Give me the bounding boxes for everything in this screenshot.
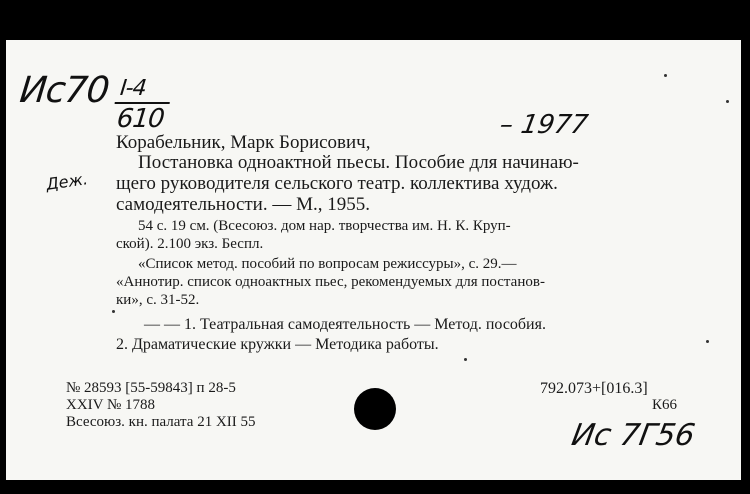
description-line-4: «Аннотир. список одноактных пьес, рекомендуемых для постанов- [116, 274, 545, 290]
description-line-3: «Список метод. пособий по вопросам режиссуры», с. 29.— [138, 256, 517, 272]
subject-line-1: — — 1. Театральная самодеятельность — Метод. пособия. [144, 316, 546, 333]
year-note-handwritten: – 1977 [497, 110, 591, 140]
inventory-note-handwritten: Ис 7Г56 [568, 418, 698, 453]
cutter-mark: К66 [652, 397, 678, 413]
scan-border-bottom [0, 480, 750, 494]
title-line-1: Постановка одноактной пьесы. Пособие для начинаю- [138, 152, 579, 173]
subject-line-2: 2. Драматические кружки — Методика работы. [116, 336, 439, 353]
catalog-card [6, 40, 741, 480]
udc-code: 792.073+[016.3] [540, 380, 648, 397]
series-number: XXIV № 1788 [66, 397, 156, 413]
speck [464, 358, 467, 361]
scan-border-right [741, 0, 750, 494]
shelfmark-main: Ис70 [17, 70, 111, 111]
shelfmark-handwritten [17, 70, 166, 134]
speck [664, 74, 667, 77]
title-line-2: щего руководителя сельского театр. коллектива худож. [116, 173, 558, 194]
shelfmark-fraction [112, 78, 172, 132]
description-line-2: ской). 2.100 экз. Беспл. [116, 236, 264, 252]
speck [112, 310, 115, 313]
description-line-5: ки», с. 31-52. [116, 292, 200, 308]
record-number: № 28593 [55-59843] п 28-5 [66, 380, 236, 396]
shelfmark-numerator: I-4 [115, 78, 172, 104]
shelfmark-denominator: 610 [115, 104, 166, 134]
punch-hole [354, 388, 396, 430]
chamber-stamp: Всесоюз. кн. палата 21 XII 55 [66, 414, 256, 430]
margin-note-handwritten: Деж. [44, 169, 89, 194]
scan-border-top [0, 0, 750, 40]
speck [726, 100, 729, 103]
speck [706, 340, 709, 343]
author-heading: Корабельник, Марк Борисович, [116, 132, 371, 153]
title-line-3: самодеятельности. — М., 1955. [116, 194, 370, 215]
description-line-1: 54 с. 19 см. (Всесоюз. дом нар. творчества им. Н. К. Круп- [138, 218, 511, 234]
